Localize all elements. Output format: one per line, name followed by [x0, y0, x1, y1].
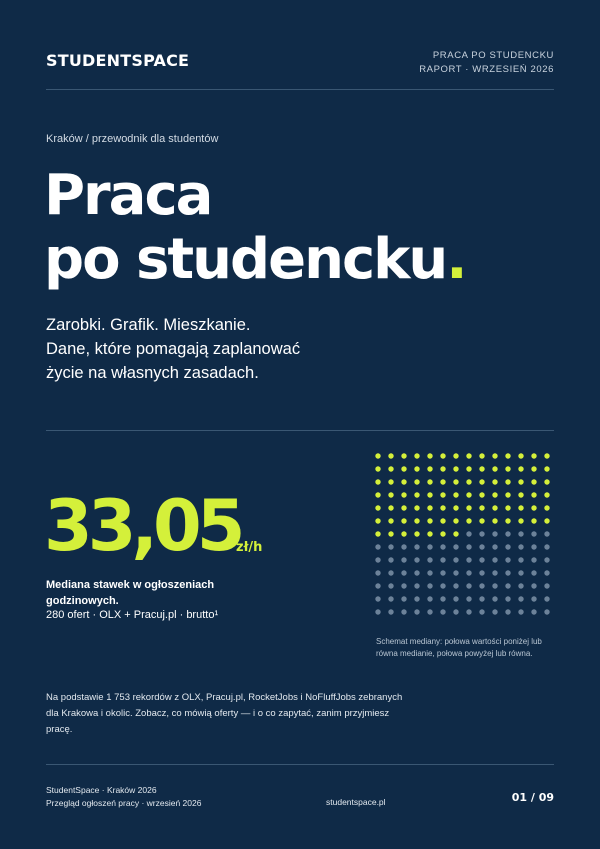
dot-above-median — [440, 596, 445, 601]
dot-above-median — [466, 596, 471, 601]
dot-below-median — [518, 466, 523, 471]
dot-below-median — [505, 492, 510, 497]
title-line-1: Praca — [44, 163, 212, 228]
dot-below-median — [414, 531, 419, 536]
dot-above-median — [505, 596, 510, 601]
dot-below-median — [479, 453, 484, 458]
dot-below-median — [466, 479, 471, 484]
dot-above-median — [531, 596, 536, 601]
dot-below-median — [505, 466, 510, 471]
dot-below-median — [414, 492, 419, 497]
dot-above-median — [414, 596, 419, 601]
dot-below-median — [479, 492, 484, 497]
dot-above-median — [492, 531, 497, 536]
dot-above-median — [388, 583, 393, 588]
dot-below-median — [479, 505, 484, 510]
dot-below-median — [375, 466, 380, 471]
report-header — [419, 49, 554, 77]
dot-above-median — [414, 544, 419, 549]
dot-above-median — [375, 544, 380, 549]
dot-below-median — [544, 453, 549, 458]
dot-below-median — [466, 492, 471, 497]
dot-below-median — [388, 531, 393, 536]
dot-below-median — [440, 531, 445, 536]
dot-above-median — [544, 531, 549, 536]
dot-above-median — [505, 544, 510, 549]
dot-above-median — [427, 609, 432, 614]
dot-above-median — [531, 570, 536, 575]
dot-below-median — [505, 453, 510, 458]
dot-above-median — [427, 596, 432, 601]
dot-above-median — [531, 609, 536, 614]
dot-above-median — [518, 570, 523, 575]
dot-above-median — [466, 583, 471, 588]
dot-above-median — [479, 557, 484, 562]
report-series-label: PRACA PO STUDENCKU — [432, 50, 554, 61]
dot-below-median — [414, 518, 419, 523]
dot-above-median — [440, 557, 445, 562]
lead-paragraph — [46, 313, 300, 385]
dot-below-median — [401, 479, 406, 484]
dot-above-median — [544, 596, 549, 601]
dot-below-median — [388, 479, 393, 484]
dot-above-median — [492, 583, 497, 588]
dot-above-median — [544, 557, 549, 562]
dot-below-median — [375, 479, 380, 484]
dot-above-median — [453, 583, 458, 588]
dot-below-median — [427, 466, 432, 471]
dot-below-median — [505, 505, 510, 510]
dot-above-median — [414, 570, 419, 575]
dot-above-median — [440, 583, 445, 588]
dot-below-median — [427, 531, 432, 536]
dot-above-median — [414, 557, 419, 562]
dot-below-median — [388, 492, 393, 497]
methodology-text: Na podstawie 1 753 rekordów z OLX, Pracuj.pl, RocketJobs i NoFluffJobs zebranych dla Krakowa i okolic. Zobacz, co mówią oferty — i o co zapytać, zanim przyjmiesz pracę. — [46, 692, 403, 735]
dot-above-median — [518, 609, 523, 614]
dot-below-median — [375, 492, 380, 497]
dot-above-median — [401, 596, 406, 601]
dot-below-median — [505, 518, 510, 523]
report-date-label: RAPORT · WRZESIEŃ 2026 — [419, 64, 554, 75]
dot-above-median — [518, 596, 523, 601]
dot-below-median — [492, 453, 497, 458]
dot-above-median — [492, 596, 497, 601]
dot-below-median — [414, 453, 419, 458]
dot-above-median — [544, 544, 549, 549]
dot-above-median — [531, 544, 536, 549]
footer-credits — [46, 784, 201, 810]
dot-above-median — [388, 570, 393, 575]
dot-above-median — [388, 544, 393, 549]
dot-below-median — [479, 518, 484, 523]
dot-above-median — [375, 609, 380, 614]
dot-above-median — [466, 609, 471, 614]
dot-below-median — [479, 466, 484, 471]
dot-above-median — [440, 544, 445, 549]
dot-below-median — [531, 453, 536, 458]
dot-below-median — [518, 492, 523, 497]
dot-below-median — [544, 492, 549, 497]
header-divider — [46, 89, 554, 90]
studentspace-logo: STUDENTSPACE — [46, 51, 190, 70]
dot-below-median — [531, 505, 536, 510]
dot-below-median — [401, 518, 406, 523]
dot-below-median — [401, 531, 406, 536]
dot-above-median — [518, 544, 523, 549]
dot-below-median — [414, 479, 419, 484]
dot-below-median — [375, 531, 380, 536]
dot-below-median — [492, 492, 497, 497]
dot-below-median — [518, 479, 523, 484]
dot-below-median — [388, 518, 393, 523]
dot-above-median — [492, 544, 497, 549]
dot-below-median — [544, 479, 549, 484]
dot-below-median — [453, 531, 458, 536]
dot-below-median — [518, 518, 523, 523]
dot-below-median — [440, 505, 445, 510]
dot-above-median — [440, 570, 445, 575]
footer-divider — [46, 764, 554, 765]
dot-above-median — [505, 570, 510, 575]
breadcrumb-kicker: Kraków / przewodnik dla studentów — [46, 133, 219, 145]
dot-below-median — [466, 453, 471, 458]
dot-above-median — [401, 570, 406, 575]
dot-above-median — [427, 570, 432, 575]
dot-above-median — [479, 583, 484, 588]
dot-below-median — [466, 466, 471, 471]
dot-below-median — [531, 518, 536, 523]
page-title — [44, 164, 466, 292]
dot-above-median — [479, 544, 484, 549]
dot-below-median — [427, 479, 432, 484]
dot-schematic-caption: Schemat mediany: połowa wartości poniżej lub równa medianie, połowa powyżej lub równa. — [376, 637, 542, 658]
dot-below-median — [518, 505, 523, 510]
median-rate-value: 33,05 — [44, 485, 241, 567]
lead-line: życie na własnych zasadach. — [46, 364, 259, 382]
dot-above-median — [375, 570, 380, 575]
dot-below-median — [440, 518, 445, 523]
dot-below-median — [531, 492, 536, 497]
dot-above-median — [544, 583, 549, 588]
dot-above-median — [492, 609, 497, 614]
dot-below-median — [440, 453, 445, 458]
lead-line: Zarobki. Grafik. Mieszkanie. — [46, 316, 251, 334]
dot-below-median — [401, 505, 406, 510]
footer-line-1: StudentSpace · Kraków 2026 — [46, 785, 157, 795]
dot-above-median — [414, 609, 419, 614]
dot-below-median — [531, 466, 536, 471]
dot-below-median — [492, 518, 497, 523]
dot-above-median — [453, 596, 458, 601]
dot-above-median — [505, 557, 510, 562]
dot-above-median — [531, 583, 536, 588]
dot-above-median — [388, 557, 393, 562]
dot-below-median — [414, 466, 419, 471]
footer-website-link[interactable]: studentspace.pl — [326, 797, 386, 807]
dot-above-median — [375, 583, 380, 588]
dot-above-median — [531, 531, 536, 536]
dot-below-median — [466, 518, 471, 523]
page-number: 01 / 09 — [511, 791, 554, 804]
dot-above-median — [518, 557, 523, 562]
dot-below-median — [544, 505, 549, 510]
dot-below-median — [453, 518, 458, 523]
dot-above-median — [466, 531, 471, 536]
dot-below-median — [505, 479, 510, 484]
dot-below-median — [375, 505, 380, 510]
section-divider — [46, 430, 554, 431]
dot-below-median — [427, 518, 432, 523]
dot-above-median — [479, 531, 484, 536]
dot-above-median — [479, 570, 484, 575]
dot-above-median — [414, 583, 419, 588]
dot-above-median — [375, 557, 380, 562]
dot-below-median — [466, 505, 471, 510]
dot-below-median — [453, 492, 458, 497]
dot-below-median — [492, 479, 497, 484]
dot-below-median — [414, 505, 419, 510]
dot-above-median — [427, 557, 432, 562]
dot-below-median — [401, 466, 406, 471]
dot-above-median — [531, 557, 536, 562]
dot-above-median — [401, 544, 406, 549]
dot-above-median — [401, 609, 406, 614]
dot-below-median — [440, 466, 445, 471]
dot-above-median — [466, 557, 471, 562]
dot-below-median — [544, 518, 549, 523]
median-dot-schematic — [374, 450, 556, 620]
footer-line-2: Przegląd ogłoszeń pracy · wrzesień 2026 — [46, 798, 202, 808]
dot-below-median — [492, 505, 497, 510]
dot-above-median — [427, 544, 432, 549]
dot-below-median — [427, 505, 432, 510]
dot-below-median — [453, 466, 458, 471]
dot-above-median — [401, 557, 406, 562]
dot-above-median — [453, 557, 458, 562]
dot-above-median — [375, 596, 380, 601]
median-rate-unit: zł/h — [236, 540, 263, 555]
title-accent-dot: . — [446, 227, 466, 292]
dot-above-median — [479, 596, 484, 601]
dot-below-median — [401, 453, 406, 458]
dot-above-median — [492, 570, 497, 575]
dot-above-median — [388, 596, 393, 601]
title-line-2: po studencku — [44, 227, 447, 292]
dot-above-median — [518, 583, 523, 588]
dot-below-median — [401, 492, 406, 497]
median-rate-source: 280 ofert · OLX + Pracuj.pl · brutto¹ — [46, 609, 219, 621]
dot-below-median — [388, 453, 393, 458]
dot-below-median — [388, 466, 393, 471]
dot-below-median — [453, 505, 458, 510]
dot-above-median — [427, 583, 432, 588]
dot-below-median — [375, 518, 380, 523]
dot-above-median — [492, 557, 497, 562]
dot-above-median — [453, 544, 458, 549]
dot-above-median — [479, 609, 484, 614]
dot-above-median — [466, 544, 471, 549]
dot-above-median — [505, 583, 510, 588]
dot-below-median — [479, 479, 484, 484]
dot-above-median — [544, 570, 549, 575]
dot-below-median — [453, 453, 458, 458]
dot-above-median — [518, 531, 523, 536]
dot-below-median — [427, 492, 432, 497]
dot-above-median — [388, 609, 393, 614]
dot-above-median — [401, 583, 406, 588]
dot-above-median — [453, 609, 458, 614]
dot-above-median — [453, 570, 458, 575]
dot-below-median — [544, 466, 549, 471]
dot-below-median — [531, 479, 536, 484]
dot-above-median — [544, 609, 549, 614]
median-rate-caption: Mediana stawek w ogłoszeniach godzinowych. — [46, 579, 215, 607]
dot-above-median — [505, 609, 510, 614]
dot-above-median — [466, 570, 471, 575]
dot-below-median — [492, 466, 497, 471]
dot-above-median — [440, 609, 445, 614]
dot-below-median — [453, 479, 458, 484]
dot-below-median — [440, 479, 445, 484]
dot-above-median — [505, 531, 510, 536]
lead-line: Dane, które pomagają zaplanować — [46, 340, 301, 358]
dot-below-median — [388, 505, 393, 510]
dot-below-median — [518, 453, 523, 458]
dot-below-median — [375, 453, 380, 458]
dot-below-median — [427, 453, 432, 458]
dot-below-median — [440, 492, 445, 497]
